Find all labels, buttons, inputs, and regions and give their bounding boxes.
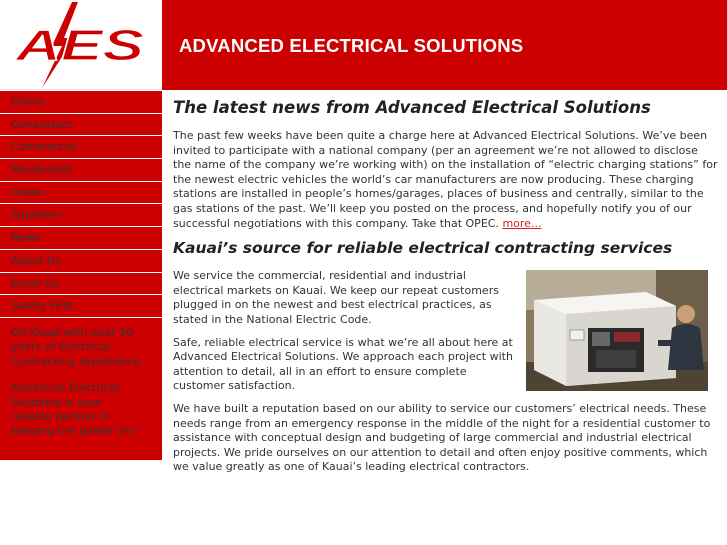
nav-item-about-us xyxy=(0,249,162,272)
site-header xyxy=(0,0,727,90)
sidebar-experience-text: On Kauai with over 30 years of Electrical Contracting experience. xyxy=(11,325,144,368)
sidebar-blurb xyxy=(0,318,162,439)
services-paragraph-1: We service the commercial, residential and industrial electrical markets on Kauai. We keep our repeat customers plugged in on the newest and best electrical practices, as stated in the National Electric Code. xyxy=(173,269,499,326)
nav-link-email-us[interactable]: Email Us xyxy=(11,276,59,290)
news-body xyxy=(173,129,718,231)
nav-item-safety-first xyxy=(0,294,162,317)
nav-item-green xyxy=(0,181,162,204)
services-paragraph-3: We have built a reputation based on our ability to service our customers’ electrical needs. These needs range from an emergency response in the middle of the night for a residential customer to assistance with conceptual design and budgeting of large commercial and industrial electrical projects. We pride ourselves on our attention to detail and often enjoy positive comments, which we value greatly as one of Kauai’s leading electrical contractors. xyxy=(173,401,711,474)
nav-link-home[interactable]: Home xyxy=(11,95,44,108)
sidebar-partner-text: Advanced Electrical Solutions is your reliable partner in keeping the power on! xyxy=(11,381,136,438)
services-paragraph-2: Safe, reliable electrical service is what we’re all about here at Advanced Electrical Solutions. We approach each project with attention to detail, all in an effort to ensure complete customer satisfaction. xyxy=(173,335,513,393)
sidebar xyxy=(0,90,162,460)
nav-link-generators[interactable]: Generators xyxy=(11,117,73,131)
nav-item-commercial xyxy=(0,135,162,158)
nav-item-news xyxy=(0,226,162,249)
services-heading: Kauai’s source for reliable electrical contracting services xyxy=(173,239,673,258)
logo[interactable] xyxy=(0,0,162,90)
nav-link-green[interactable]: Green xyxy=(11,185,45,199)
aes-logo-icon xyxy=(12,2,152,88)
nav-link-commercial[interactable]: Commercial xyxy=(11,140,77,154)
nav-link-residential[interactable]: Residential xyxy=(11,163,72,177)
nav-item-suppliers xyxy=(0,203,162,226)
generator-photo xyxy=(526,270,708,391)
site-title: ADVANCED ELECTRICAL SOLUTIONS xyxy=(179,35,524,56)
nav-link-news[interactable]: News xyxy=(11,231,41,245)
news-text: The past few weeks have been quite a charge here at Advanced Electrical Solutions. We’ve been invited to participate with a national company (per an agreement we’re not allowed to disclose the name of the company we’re working with) on the installation of “electric charging stations” for the newest electric vehicles the world’s car manufacturers are now producing. These charging stations are installed in people’s homes/garages, places of business and centrally, similar to the gas stations of the past. We’ll keep you posted on the process, and hopefully notify you of our successful negotiations with this company. Take that OPEC. xyxy=(173,129,718,230)
logo-text: AES xyxy=(14,21,145,70)
nav-item-residential xyxy=(0,158,162,181)
main-content xyxy=(173,98,718,483)
main-nav xyxy=(0,90,162,317)
nav-link-safety-first[interactable]: Safety First xyxy=(11,299,73,313)
generator-photo-icon xyxy=(526,270,708,391)
nav-link-suppliers[interactable]: Suppliers xyxy=(11,208,63,222)
nav-link-about-us[interactable]: About Us xyxy=(11,253,61,267)
nav-item-generators xyxy=(0,113,162,136)
nav-item-home xyxy=(0,90,162,113)
news-heading: The latest news from Advanced Electrical Solutions xyxy=(173,98,651,117)
news-more-link[interactable]: more... xyxy=(502,216,542,230)
nav-item-email-us xyxy=(0,272,162,295)
